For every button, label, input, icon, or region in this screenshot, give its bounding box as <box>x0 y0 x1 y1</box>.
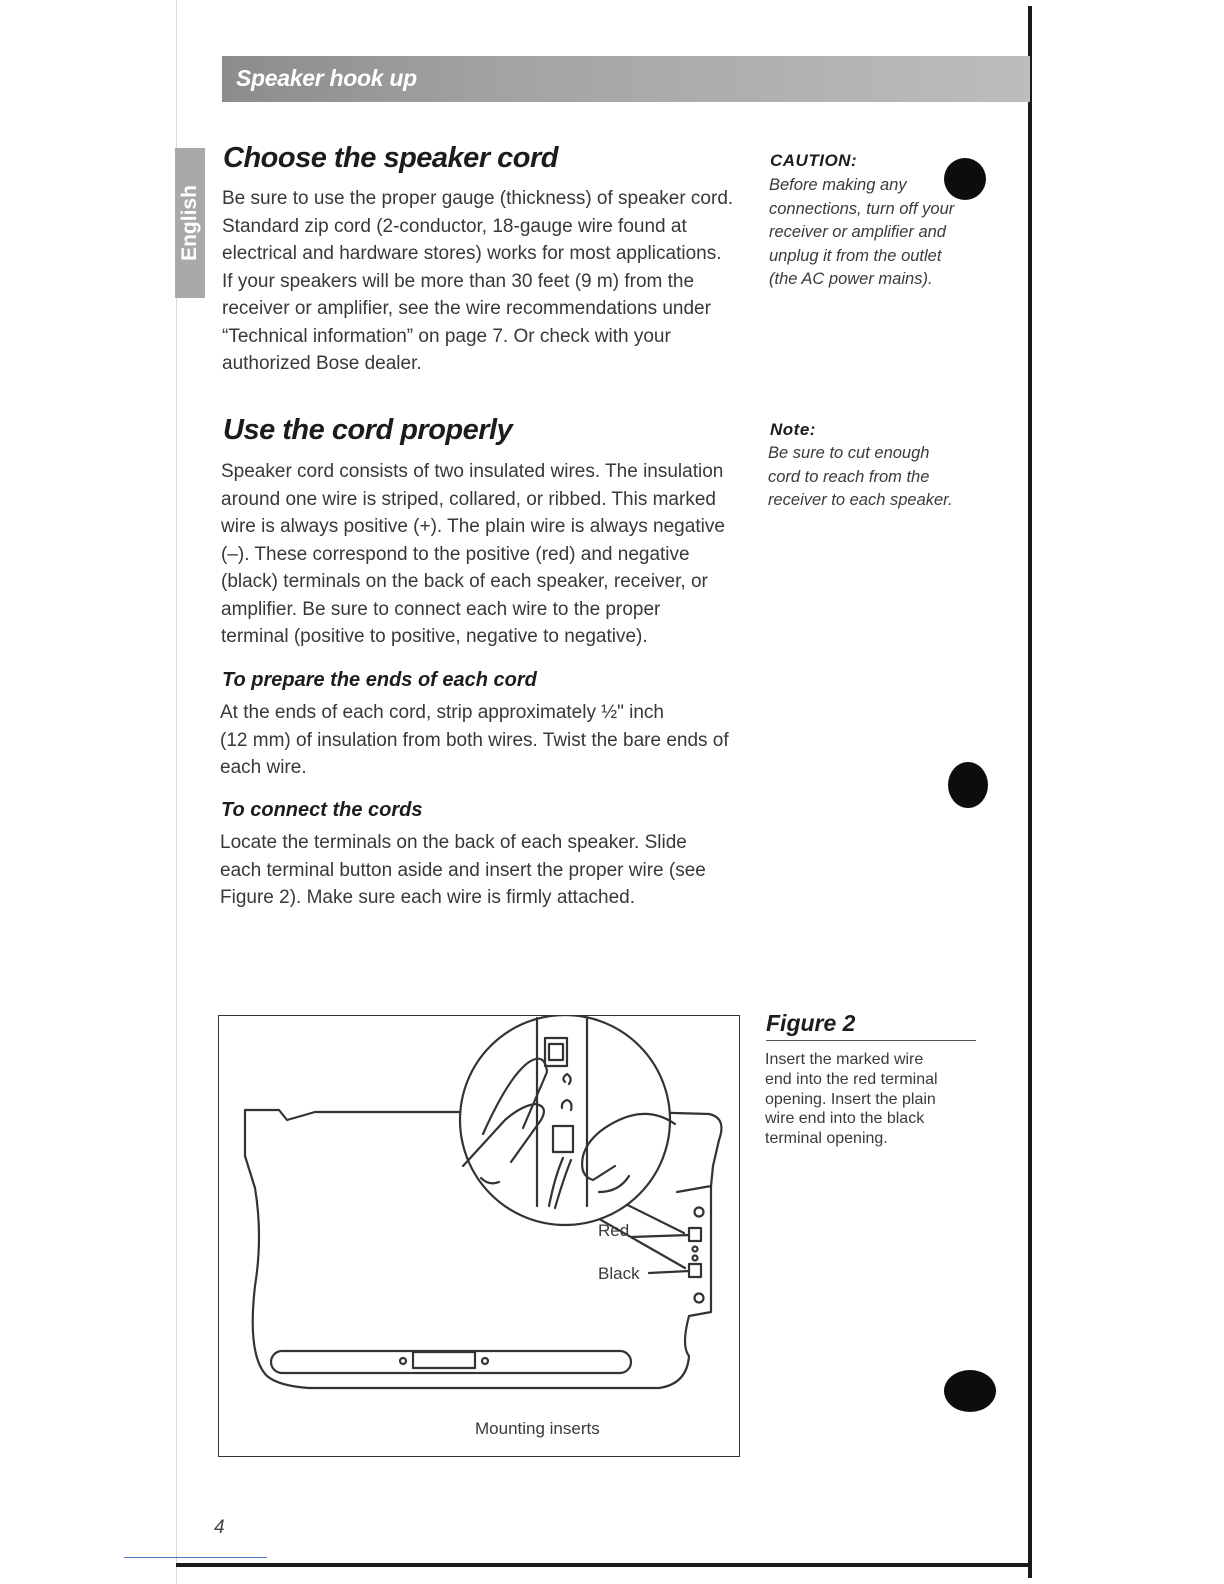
text-line: wire end into the black <box>765 1110 925 1128</box>
text-line: At the ends of each cord, strip approximately ½" inch <box>220 702 664 723</box>
text-line: (–). These correspond to the positive (red) and negative <box>221 543 690 565</box>
text-line: connections, turn off your <box>769 199 955 218</box>
text-line: wire is always positive (+). The plain wire is always negative <box>221 516 725 537</box>
text-line: receiver to each speaker. <box>768 491 953 510</box>
text-line: around one wire is striped, collared, or ribbed. This marked <box>221 488 716 510</box>
connect-paragraph <box>220 829 760 912</box>
page-number: 4 <box>214 1517 225 1538</box>
note-label: Note: <box>770 420 816 439</box>
section-header-title: Speaker hook up <box>236 65 417 91</box>
scan-underline <box>124 1557 267 1558</box>
binder-hole-mark <box>948 762 988 808</box>
text-line: (the AC power mains). <box>769 270 933 289</box>
heading-connect-cords: To connect the cords <box>221 799 423 821</box>
binder-hole-mark <box>944 158 986 200</box>
black-leader-line <box>649 1271 689 1273</box>
text-line: Be sure to cut enough <box>768 444 930 462</box>
language-tab <box>175 148 205 298</box>
text-line: authorized Bose dealer. <box>222 353 422 374</box>
heading-use-cord-properly: Use the cord properly <box>223 414 513 446</box>
text-line: amplifier. Be sure to connect each wire to the proper <box>221 598 661 620</box>
mounting-screw <box>400 1358 406 1364</box>
page-right-edge <box>1028 6 1032 1578</box>
panel-screw <box>695 1208 704 1217</box>
language-tab-label: English <box>178 185 201 261</box>
speaker-top-edge <box>245 1110 463 1120</box>
figure-2-caption <box>765 1050 975 1149</box>
mounting-slot <box>271 1351 631 1373</box>
mounting-insert <box>413 1352 475 1368</box>
text-line: receiver or amplifier and <box>769 223 946 242</box>
text-line: Figure 2). Make sure each wire is firmly attached. <box>220 887 635 908</box>
caution-label: CAUTION: <box>770 151 858 170</box>
text-line: (black) terminals on the back of each speaker, receiver, or <box>221 571 708 592</box>
text-line: terminal opening. <box>765 1130 888 1148</box>
label-mounting-inserts: Mounting inserts <box>475 1419 600 1438</box>
choose-cord-paragraph <box>222 185 762 378</box>
text-line: Insert the marked wire <box>765 1051 924 1068</box>
text-line: Speaker cord consists of two insulated wires. The insulation <box>221 461 724 482</box>
section-header-band <box>222 56 1030 102</box>
text-line: Standard zip cord (2-conductor, 18-gauge wire found at <box>222 215 687 237</box>
prepare-paragraph <box>220 699 760 782</box>
text-line: Before making any <box>769 176 907 194</box>
label-red: Red <box>598 1221 630 1240</box>
text-line: terminal (positive to positive, negative to negative). <box>221 626 648 647</box>
panel-screw <box>695 1294 704 1303</box>
text-line: opening. Insert the plain <box>765 1090 936 1108</box>
speaker-right-edge <box>711 1166 713 1186</box>
figure-title-rule <box>766 1040 976 1041</box>
figure-2-illustration <box>218 1015 740 1457</box>
heading-choose-speaker-cord: Choose the speaker cord <box>223 142 558 174</box>
panel-dot <box>693 1247 698 1252</box>
panel-red-terminal <box>689 1228 701 1241</box>
heading-prepare-ends: To prepare the ends of each cord <box>222 669 537 691</box>
panel-dot <box>693 1256 698 1261</box>
red-leader-line <box>631 1235 689 1237</box>
speaker-left-side <box>245 1116 309 1388</box>
text-line: each terminal button aside and insert the proper wire (see <box>220 859 706 881</box>
use-cord-paragraph <box>221 458 761 651</box>
binder-hole-mark <box>944 1370 996 1412</box>
zoom-detail-circle <box>460 1016 670 1225</box>
text-line: Be sure to use the proper gauge (thickness) of speaker cord. <box>222 188 734 209</box>
text-line: (12 mm) of insulation from both wires. Twist the bare ends of <box>220 729 729 751</box>
label-black: Black <box>598 1264 640 1283</box>
text-line: Locate the terminals on the back of each speaker. Slide <box>220 832 687 853</box>
text-line: receiver or amplifier, see the wire recommendations under <box>222 298 711 319</box>
text-line: each wire. <box>220 757 307 778</box>
note-text <box>768 442 998 513</box>
text-line: “Technical information” on page 7. Or check with your <box>222 325 671 347</box>
figure-2-title: Figure 2 <box>766 1010 856 1036</box>
mounting-screw <box>482 1358 488 1364</box>
text-line: end into the red terminal <box>765 1070 938 1088</box>
text-line: electrical and hardware stores) works for most applications. <box>222 243 722 264</box>
speaker-terminal-drawing <box>219 1016 741 1458</box>
panel-black-terminal <box>689 1264 701 1277</box>
bottom-rule <box>176 1563 1032 1567</box>
text-line: cord to reach from the <box>768 467 930 486</box>
text-line: unplug it from the outlet <box>769 246 942 265</box>
text-line: If your speakers will be more than 30 feet (9 m) from the <box>222 270 695 292</box>
